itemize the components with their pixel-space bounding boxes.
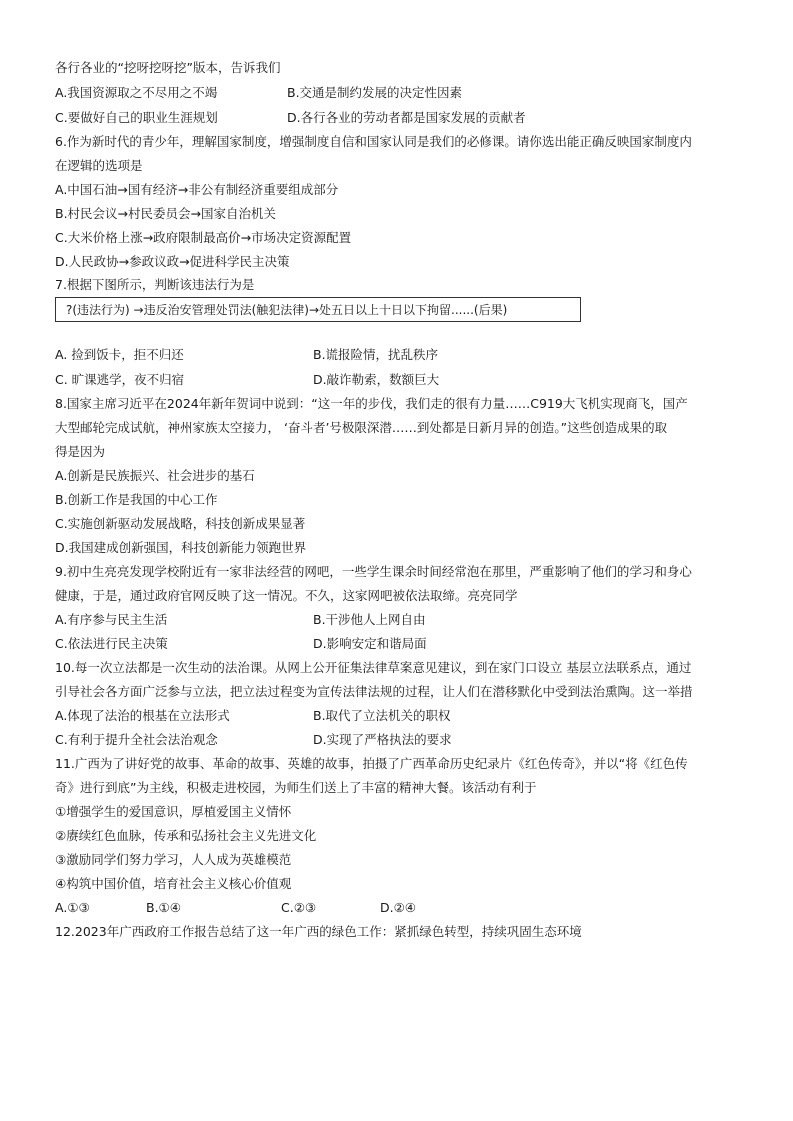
q11-statement-2: ②赓续红色血脉，传承和弘扬社会主义先进文化 — [55, 828, 317, 843]
q7-option-b: B.谎报险情，扰乱秩序 — [313, 347, 439, 362]
q8-option-d: D.我国建成创新强国，科技创新能力领跑世界 — [55, 540, 307, 555]
q6-stem-line-1: 6.作为新时代的青少年，理解国家制度，增强制度自信和国家认同是我们的必修课。请你选出能正确反映国家制度内 — [55, 134, 692, 149]
q11-option-a: A.①③ — [55, 900, 90, 915]
q5-option-c: C.要做好自己的职业生涯规划 — [55, 110, 218, 125]
q10-option-c: C.有利于提升全社会法治观念 — [55, 732, 218, 747]
q7-option-c: C. 旷课逃学，夜不归宿 — [55, 372, 185, 387]
q9-stem-line-2: 健康，于是，通过政府官网反映了这一情况。不久，这家网吧被依法取缔。亮亮同学 — [55, 588, 518, 603]
q10-option-b: B.取代了立法机关的职权 — [313, 708, 451, 723]
q11-statement-1: ①增强学生的爱国意识，厚植爱国主义情怀 — [55, 804, 292, 819]
q12-stem-line-1: 12.2023年广西政府工作报告总结了这一年广西的绿色工作：紧抓绿色转型，持续巩固生态环境 — [55, 924, 582, 939]
q8-option-c: C.实施创新驱动发展战略，科技创新成果显著 — [55, 516, 306, 531]
q9-option-c: C.依法进行民主决策 — [55, 636, 168, 651]
q10-stem-line-1: 10.每一次立法都是一次生动的法治课。从网上公开征集法律草案意见建议，到在家门口设立 基层立法联系点，通过 — [55, 660, 692, 675]
q8-stem-line-2: 大型邮轮完成试航，神州家族太空接力， ‘奋斗者’号极限深潜……到处都是日新月异的创造。”这些创造成果的取 — [55, 420, 668, 435]
q11-statement-4: ④构筑中国价值，培育社会主义核心价值观 — [55, 876, 292, 891]
q9-option-b: B.干涉他人上网自由 — [313, 612, 426, 627]
q11-stem-line-1: 11.广西为了讲好党的故事、革命的故事、英雄的故事，拍摄了广西革命历史纪录片《红色传奇》，并以“将《红色传 — [55, 756, 688, 771]
q8-option-a: A.创新是民族振兴、社会进步的基石 — [55, 468, 255, 483]
q7-diagram-text: ?(违法行为) →违反治安管理处罚法(触犯法律)→处五日以上十日以下拘留......(后果) — [66, 303, 508, 317]
q6-option-b: B.村民会议→村民委员会→国家自治机关 — [55, 206, 276, 221]
q6-stem-line-2: 在逻辑的选项是 — [55, 158, 143, 173]
q5-option-a: A.我国资源取之不尽用之不竭 — [55, 85, 218, 100]
q6-option-c: C.大米价格上涨→政府限制最高价→市场决定资源配置 — [55, 230, 352, 245]
q10-option-a: A.体现了法治的根基在立法形式 — [55, 708, 230, 723]
q10-option-d: D.实现了严格执法的要求 — [313, 732, 452, 747]
q11-option-b: B.①④ — [146, 900, 181, 915]
q11-option-d: D.②④ — [380, 900, 417, 915]
q9-option-a: A.有序参与民主生活 — [55, 612, 168, 627]
q8-stem-line-3: 得是因为 — [55, 444, 106, 459]
q8-stem-line-1: 8.国家主席习近平在2024年新年贺词中说到：“这一年的步伐，我们走的很有力量……C919大飞机实现商飞，国产 — [55, 396, 688, 411]
q7-stem: 7.根据下图所示，判断该违法行为是 — [55, 277, 255, 292]
q7-option-a: A. 捡到饭卡，拒不归还 — [55, 347, 184, 362]
q8-option-b: B.创新工作是我国的中心工作 — [55, 492, 218, 507]
q5-option-b: B.交通是制约发展的决定性因素 — [287, 85, 463, 100]
q7-option-d: D.敲诈勒索，数额巨大 — [313, 372, 440, 387]
q9-stem-line-1: 9.初中生亮亮发现学校附近有一家非法经营的网吧，一些学生课余时间经常泡在那里，严重影响了他们的学习和身心 — [55, 564, 692, 579]
q11-option-c: C.②③ — [281, 900, 317, 915]
q11-stem-line-2: 奇》进行到底”为主线，积极走进校园，为师生们送上了丰富的精神大餐。该活动有利于 — [55, 780, 537, 795]
q11-statement-3: ③激励同学们努力学习，人人成为英雄模范 — [55, 852, 292, 867]
q9-option-d: D.影响安定和谐局面 — [313, 636, 427, 651]
q6-option-a: A.中国石油→国有经济→非公有制经济重要组成部分 — [55, 182, 339, 197]
q10-stem-line-2: 引导社会各方面广泛参与立法，把立法过程变为宣传法律法规的过程，让人们在潜移默化中受到法治熏陶。这一举措 — [55, 684, 693, 699]
q5-option-d: D.各行各业的劳动者都是国家发展的贡献者 — [287, 110, 526, 125]
q5-stem-tail: 各行各业的“挖呀挖呀挖”版本，告诉我们 — [55, 60, 281, 75]
q6-option-d: D.人民政协→参政议政→促进科学民主决策 — [55, 254, 290, 269]
q7-diagram-box — [55, 297, 581, 322]
